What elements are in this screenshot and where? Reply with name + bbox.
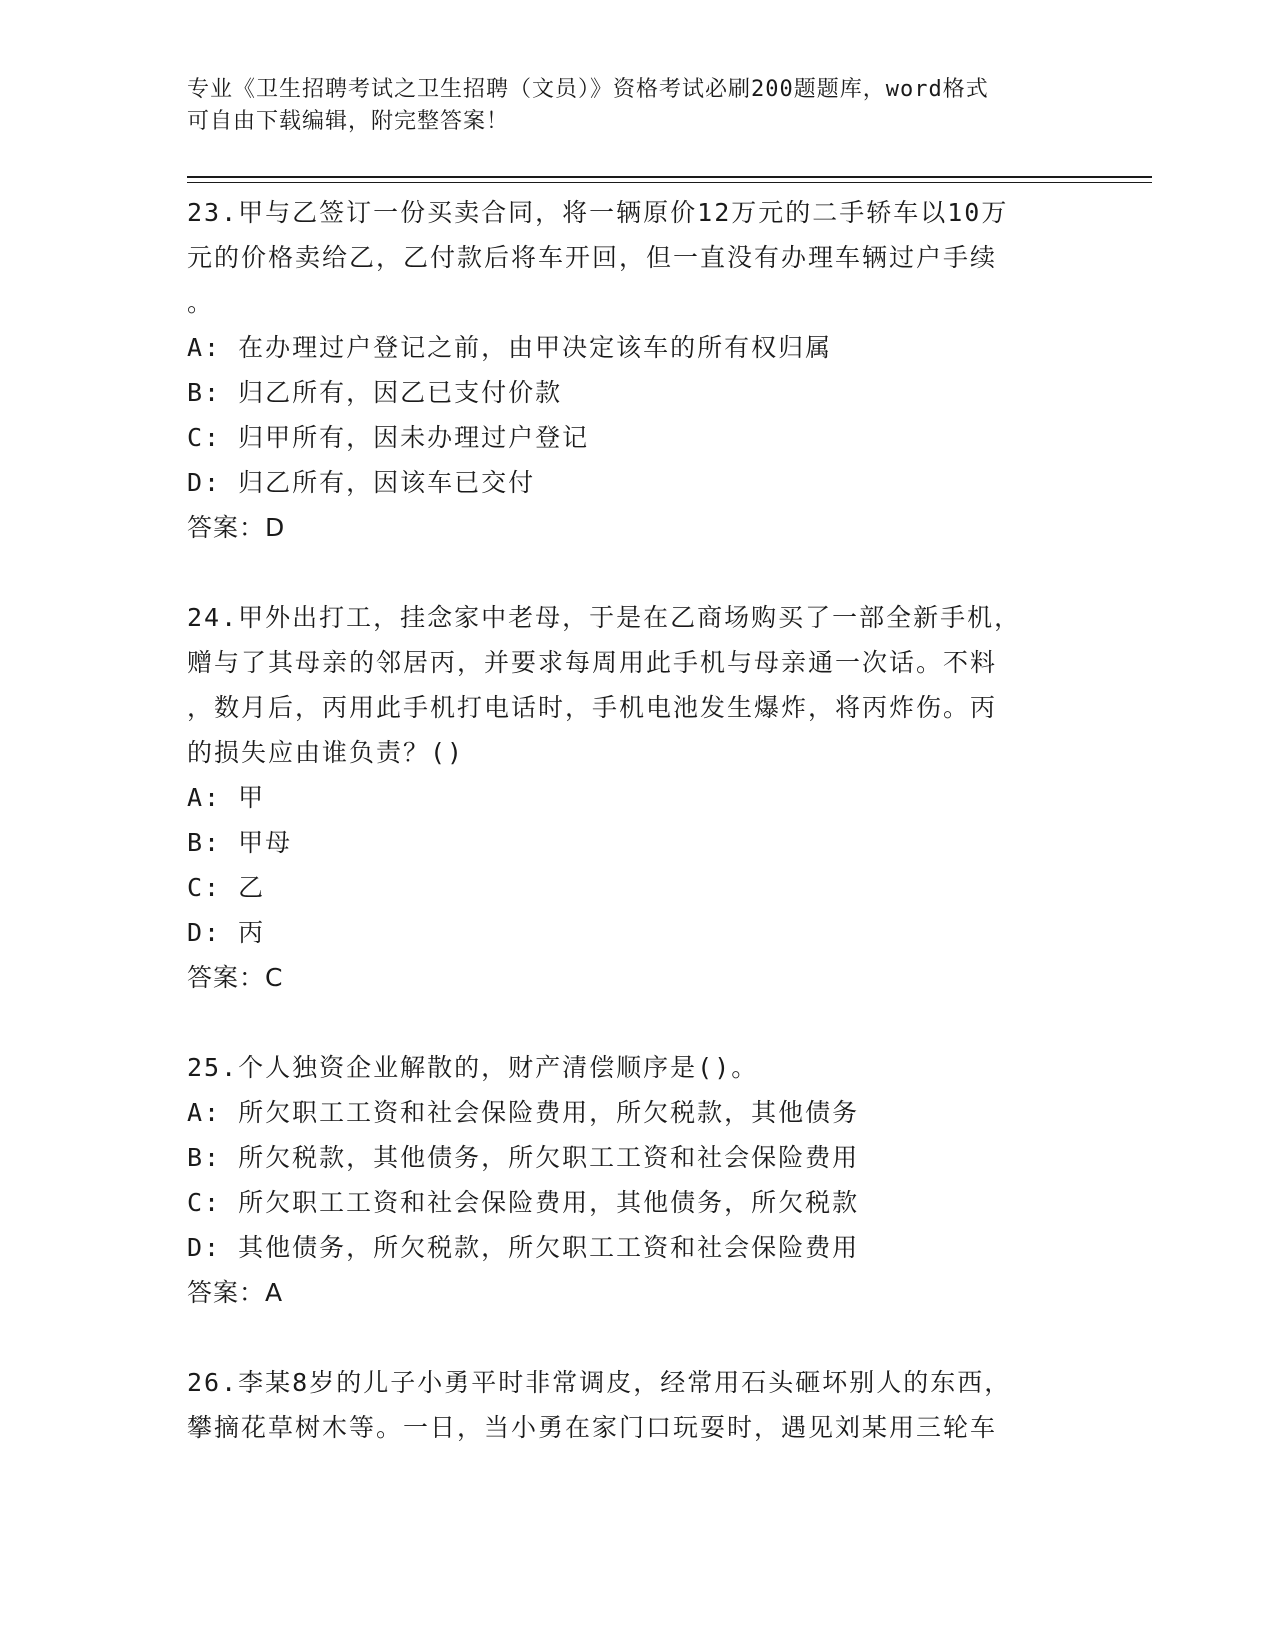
- question-list: [187, 190, 1087, 1450]
- spacer: [187, 550, 1087, 595]
- stem-line: 。: [187, 288, 215, 317]
- header-divider-thick: [187, 176, 1152, 178]
- option-b: B: 所欠税款，其他债务，所欠职工工资和社会保险费用: [187, 1143, 860, 1172]
- option-c: C: 乙: [187, 873, 266, 902]
- spacer: [187, 1315, 1087, 1360]
- option-c: C: 所欠职工工资和社会保险费用，其他债务，所欠税款: [187, 1188, 860, 1217]
- option-a: A: 在办理过户登记之前，由甲决定该车的所有权归属: [187, 333, 833, 362]
- header-divider-thin: [187, 182, 1152, 183]
- stem-line: ，数月后，丙用此手机打电话时，手机电池发生爆炸，将丙炸伤。丙: [187, 693, 998, 722]
- option-a: A: 所欠职工工资和社会保险费用，所欠税款，其他债务: [187, 1098, 860, 1127]
- question-stem: [187, 1360, 1087, 1450]
- spacer: [187, 1000, 1087, 1045]
- option-d: D: 丙: [187, 918, 266, 947]
- option-c: C: 归甲所有，因未办理过户登记: [187, 423, 590, 452]
- header-line-1: 专业《卫生招聘考试之卫生招聘（文员）》资格考试必刷200题题库，word格式: [187, 77, 989, 102]
- option-b: B: 甲母: [187, 828, 293, 857]
- option-d: D: 归乙所有，因该车已交付: [187, 468, 536, 497]
- option-d: D: 其他债务，所欠税款，所欠职工工资和社会保险费用: [187, 1233, 860, 1262]
- question-24: [187, 595, 1087, 1000]
- option-b: B: 归乙所有，因乙已支付价款: [187, 378, 563, 407]
- stem-line: 攀摘花草树木等。一日，当小勇在家门口玩耍时，遇见刘某用三轮车: [187, 1413, 998, 1442]
- option-a: A: 甲: [187, 783, 266, 812]
- answer-label: 答案：C: [187, 963, 284, 992]
- stem-line: 赠与了其母亲的邻居丙，并要求每周用此手机与母亲通一次话。不料: [187, 648, 998, 677]
- stem-line: 24.甲外出打工，挂念家中老母，于是在乙商场购买了一部全新手机，: [187, 603, 1022, 632]
- question-stem: [187, 595, 1087, 775]
- question-stem: [187, 1045, 1087, 1090]
- stem-line: 元的价格卖给乙，乙付款后将车开回，但一直没有办理车辆过户手续: [187, 243, 998, 272]
- answer-label: 答案：D: [187, 513, 286, 542]
- document-header: [187, 74, 1067, 138]
- answer-label: 答案：A: [187, 1278, 284, 1307]
- header-line-2: 可自由下载编辑，附完整答案！: [187, 109, 510, 134]
- question-stem: [187, 190, 1087, 325]
- question-23: [187, 190, 1087, 550]
- stem-line: 26.李某8岁的儿子小勇平时非常调皮，经常用石头砸坏别人的东西，: [187, 1368, 1012, 1397]
- stem-line: 25.个人独资企业解散的，财产清偿顺序是()。: [187, 1053, 759, 1082]
- question-25: [187, 1045, 1087, 1315]
- question-26: [187, 1360, 1087, 1450]
- stem-line: 23.甲与乙签订一份买卖合同，将一辆原价12万元的二手轿车以10万: [187, 198, 1009, 227]
- stem-line: 的损失应由谁负责？(): [187, 738, 465, 767]
